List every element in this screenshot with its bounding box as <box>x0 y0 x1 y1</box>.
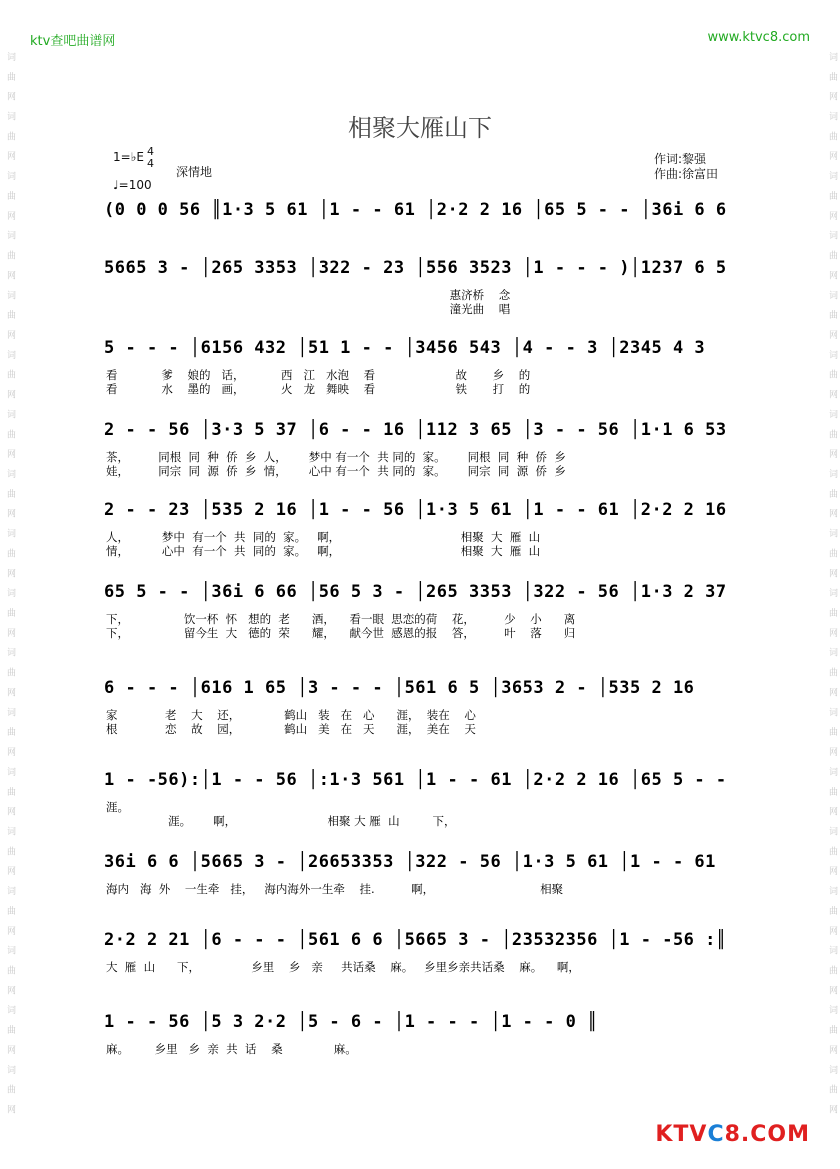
lyrics-line: 惠济桥 念 <box>106 288 511 302</box>
lyrics-line: 情， 心中 有一个 共 同的 家。 啊， 相聚 大 雁 山 <box>106 544 541 558</box>
score-line <box>104 852 754 922</box>
site-url[interactable]: www.ktvc8.com <box>707 30 810 45</box>
score-notes: 6 - - - │616 1 65 │3 - - - │561 6 5 │3653 2 - │535 2 16 <box>104 678 695 698</box>
score-notes: 1 - -56):│1 - - 56 │:1·3 561 │1 - - 61 │2·2 2 16 │65 5 - - <box>104 770 727 790</box>
score-notes: 5 - - - │6156 432 │51 1 - - │3456 543 │4 - - 3 │2345 4 3 <box>104 338 706 358</box>
lyrics-line: 人， 梦中 有一个 共 同的 家。 啊， 相聚 大 雁 山 <box>106 530 541 544</box>
lyrics-line: 潼光曲 唱 <box>106 302 511 316</box>
lyrics-line: 家 老 大 还， 鹤山 装 在 心 涯， 装在 心 <box>106 708 476 722</box>
brand-part-a: KTV <box>655 1122 708 1147</box>
time-signature <box>147 146 154 170</box>
side-watermark-left: 词 曲 网 词 曲 网 词 曲 网 词 曲 网 词 曲 网 词 曲 网 词 曲 网 词 曲 网 词 曲 网 词 曲 网 词 曲 网 词 曲 网 词 曲 网 词 曲 网 词 曲 网 词 曲 网 词 曲 网 词 曲 网 <box>5 51 15 1118</box>
score-notes: 2 - - 56 │3·3 5 37 │6 - - 16 │112 3 65 │3 - - 56 │1·1 6 53 <box>104 420 727 440</box>
lyrics-line: 涯。 啊， 相聚 大 雁 山 下， <box>106 814 456 828</box>
lyrics-line: 涯。 <box>106 800 129 814</box>
score-notes: (0 0 0 56 ║1·3 5 61 │1 - - 61 │2·2 2 16 │65 5 - - │36i 6 6 <box>104 200 727 220</box>
lyrics-line: 下， 饮一杯 怀 想的 老 酒， 看一眼 思恋的荷 花， 少 小 离 <box>106 612 576 626</box>
brand-part-b: C <box>707 1122 725 1147</box>
score-line <box>104 338 754 408</box>
composer: 作曲:徐富田 <box>654 167 719 181</box>
site-name[interactable]: ktv查吧曲谱网 <box>30 34 116 49</box>
lyrics-line: 大 雁 山 下， 乡里 乡 亲 共话桑 麻。 乡里乡亲共话桑 麻。 啊， <box>106 960 580 974</box>
side-watermark-right: 词 曲 网 词 曲 网 词 曲 网 词 曲 网 词 曲 网 词 曲 网 词 曲 网 词 曲 网 词 曲 网 词 曲 网 词 曲 网 词 曲 网 词 曲 网 词 曲 网 词 曲 网 词 曲 网 词 曲 网 词 曲 网 <box>827 51 837 1118</box>
lyrics-line: 麻。 乡里 乡 亲 共 话 桑 麻。 <box>106 1042 357 1056</box>
score-notes: 2·2 2 21 │6 - - - │561 6 6 │5665 3 - │23532356 │1 - -56 :║ <box>104 930 727 950</box>
lyrics-line: 娃， 同宗 同 源 侨 乡 情， 心中 有一个 共 同的 家。 同宗 同 源 侨 乡 <box>106 464 566 478</box>
time-num: 4 <box>147 145 154 158</box>
lyrics-line: 看 水 墨的 画， 火 龙 舞映 看 铁 打 的 <box>106 382 531 396</box>
key-signature <box>113 145 154 170</box>
lyrics-line: 海内 海 外 一生牵 挂， 海内海外一生牵 挂. 啊， 相聚 <box>106 882 564 896</box>
key-text: 1=♭E <box>113 150 144 164</box>
score-line <box>104 1012 754 1082</box>
score-line <box>104 582 754 652</box>
score-line <box>104 258 754 328</box>
song-title: 相聚大雁山下 <box>348 114 492 142</box>
score-line <box>104 770 754 840</box>
brand-part-c: 8.COM <box>724 1122 810 1147</box>
lyrics-line: 根 恋 故 园， 鹤山 美 在 天 涯， 美在 天 <box>106 722 476 736</box>
lyrics-line: 看 爹 娘的 话， 西 江 水泡 看 故 乡 的 <box>106 368 531 382</box>
score-line <box>104 678 754 748</box>
score-notes: 36i 6 6 │5665 3 - │26653353 │322 - 56 │1·3 5 61 │1 - - 61 <box>104 852 716 872</box>
expression-marking: 深情地 <box>176 165 213 179</box>
score-notes: 65 5 - - │36i 6 66 │56 5 3 - │265 3353 │322 - 56 │1·3 2 37 <box>104 582 727 602</box>
lyricist: 作词:黎强 <box>654 152 707 166</box>
time-den: 4 <box>147 157 154 170</box>
credits <box>654 152 718 182</box>
brand-logo <box>655 1122 810 1147</box>
tempo-marking: ♩=100 <box>113 178 152 192</box>
score-notes: 2 - - 23 │535 2 16 │1 - - 56 │1·3 5 61 │1 - - 61 │2·2 2 16 <box>104 500 727 520</box>
score-notes: 5665 3 - │265 3353 │322 - 23 │556 3523 │1 - - - )│1237 6 5 <box>104 258 727 278</box>
score-line <box>104 420 754 490</box>
lyrics-line: 茶， 同根 同 种 侨 乡 人， 梦中 有一个 共 同的 家。 同根 同 种 侨 乡 <box>106 450 566 464</box>
lyrics-line: 下， 留今生 大 德的 荣 耀， 献今世 感恩的报 答， 叶 落 归 <box>106 626 576 640</box>
score-line <box>104 930 754 1000</box>
score-notes: 1 - - 56 │5 3 2·2 │5 - 6 - │1 - - - │1 - - 0 ║ <box>104 1012 598 1032</box>
score-line <box>104 500 754 570</box>
